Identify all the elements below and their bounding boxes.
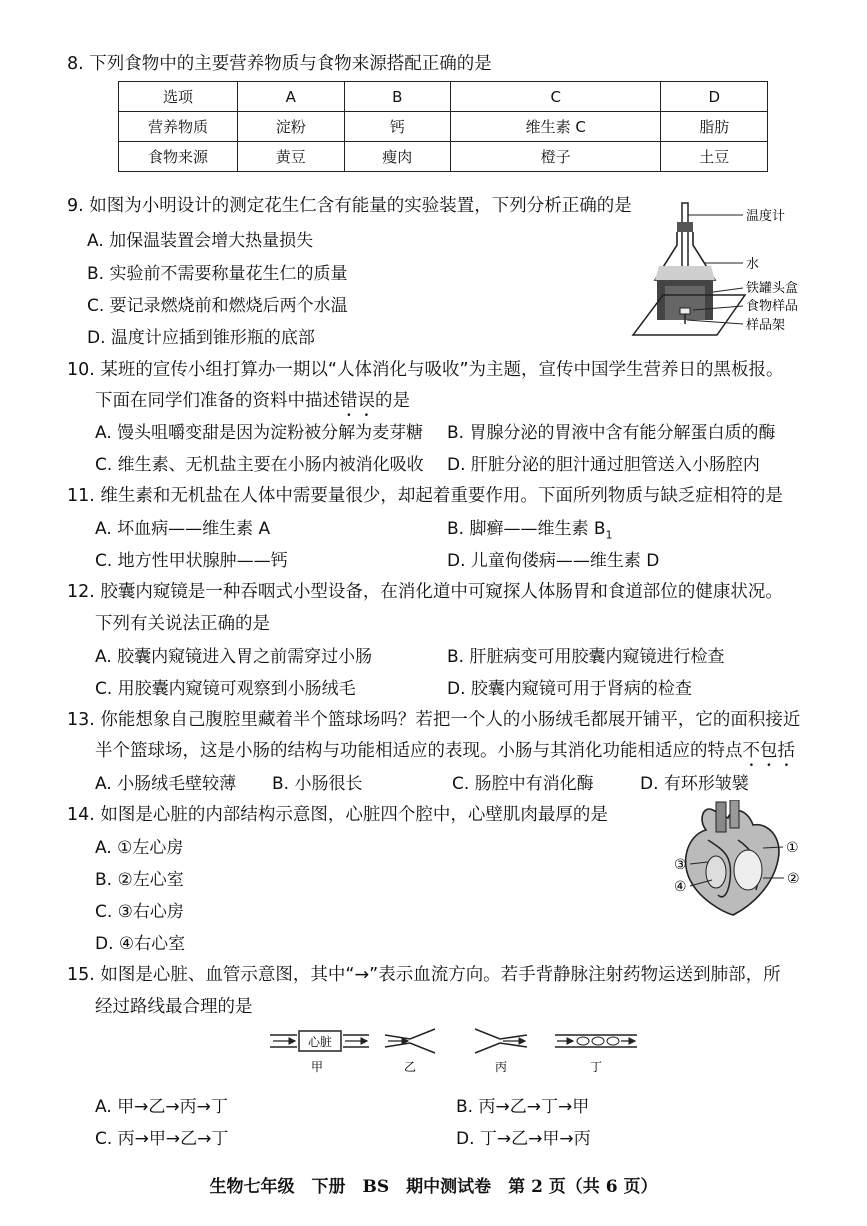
table-cell: B bbox=[344, 82, 451, 112]
table-cell: 食物来源 bbox=[119, 142, 238, 172]
heart-label-4: ④ bbox=[674, 879, 687, 895]
q13-option-d: D. 有环形皱襞 bbox=[640, 774, 749, 794]
nutrition-table bbox=[118, 81, 768, 172]
label-food-sample: 食物样品 bbox=[746, 299, 799, 314]
q12-stem-line2: 下列有关说法正确的是 bbox=[95, 614, 270, 634]
vessel-diagram bbox=[265, 1025, 645, 1077]
q15-option-c: C. 丙→甲→乙→丁 bbox=[95, 1129, 229, 1149]
q15-stem-line2: 经过路线最合理的是 bbox=[95, 997, 253, 1017]
q15-option-a: A. 甲→乙→丙→丁 bbox=[95, 1097, 228, 1117]
vessel-label-ding: 丁 bbox=[589, 1060, 603, 1074]
heart-label-3: ③ bbox=[674, 857, 687, 873]
heart-box-label: 心脏 bbox=[307, 1035, 333, 1049]
q15-option-b: B. 丙→乙→丁→甲 bbox=[456, 1097, 590, 1117]
q10-option-d: D. 肝脏分泌的胆汁通过胆管送入小肠腔内 bbox=[447, 455, 760, 475]
q13-stem-line2: 半个篮球场，这是小肠的结构与功能相适应的表现。小肠与其消化功能相适应的特点不包括 bbox=[95, 741, 795, 761]
emphasis-text: 不包括 bbox=[742, 741, 795, 761]
heart-label-1: ① bbox=[786, 840, 799, 856]
label-sample-stand: 样品架 bbox=[746, 318, 786, 333]
calorimeter-figure bbox=[625, 200, 805, 350]
q14-option-a: A. ①左心房 bbox=[95, 838, 184, 858]
table-cell: 黄豆 bbox=[238, 142, 345, 172]
q15-option-d: D. 丁→乙→甲→丙 bbox=[456, 1129, 591, 1149]
table-cell: 土豆 bbox=[661, 142, 768, 172]
table-cell: 维生素 C bbox=[451, 112, 661, 142]
label-water: 水 bbox=[746, 257, 760, 272]
table-cell: 脂肪 bbox=[661, 112, 768, 142]
table-cell: 淀粉 bbox=[238, 112, 345, 142]
table-cell: 选项 bbox=[119, 82, 238, 112]
q9-option-b: B. 实验前不需要称量花生仁的质量 bbox=[87, 264, 348, 284]
label-can: 铁罐头盒 bbox=[746, 281, 799, 296]
page-footer: 生物七年级 下册 BS 期中测试卷 第 2 页（共 6 页） bbox=[209, 1177, 658, 1197]
q13-option-b: B. 小肠很长 bbox=[272, 774, 363, 794]
vessel-label-yi: 乙 bbox=[403, 1060, 417, 1074]
table-row bbox=[119, 142, 768, 172]
table-cell: 瘦肉 bbox=[344, 142, 451, 172]
q12-stem-line1: 12. 胶囊内窥镜是一种吞咽式小型设备，在消化道中可窥探人体肠胃和食道部位的健康状况。 bbox=[67, 582, 783, 602]
q12-option-a: A. 胶囊内窥镜进入胃之前需穿过小肠 bbox=[95, 647, 373, 667]
table-cell: 橙子 bbox=[451, 142, 661, 172]
q9-option-d: D. 温度计应插到锥形瓶的底部 bbox=[87, 328, 315, 348]
q12-option-b: B. 肝脏病变可用胶囊内窥镜进行检查 bbox=[447, 647, 725, 667]
q14-stem: 14. 如图是心脏的内部结构示意图，心脏四个腔中，心壁肌肉最厚的是 bbox=[67, 805, 608, 825]
q15-stem-line1: 15. 如图是心脏、血管示意图，其中“→”表示血流方向。若手背静脉注射药物运送到肺部，所 bbox=[67, 965, 781, 985]
q10-stem-line2: 下面在同学们准备的资料中描述错误的是 bbox=[95, 391, 410, 411]
heart-label-2: ② bbox=[787, 871, 800, 887]
q11-option-c: C. 地方性甲状腺肿——钙 bbox=[95, 551, 288, 571]
table-cell: C bbox=[451, 82, 661, 112]
q11-option-a: A. 坏血病——维生素 A bbox=[95, 519, 271, 539]
q10-option-c: C. 维生素、无机盐主要在小肠内被消化吸收 bbox=[95, 455, 424, 475]
q10-option-a: A. 馒头咀嚼变甜是因为淀粉被分解为麦芽糖 bbox=[95, 423, 424, 443]
q12-option-d: D. 胶囊内窥镜可用于肾病的检查 bbox=[447, 679, 692, 699]
table-cell: 钙 bbox=[344, 112, 451, 142]
vessel-label-jia: 甲 bbox=[310, 1060, 324, 1074]
q13-option-a: A. 小肠绒毛壁较薄 bbox=[95, 774, 237, 794]
q9-option-a: A. 加保温装置会增大热量损失 bbox=[87, 231, 314, 251]
q11-option-b: B. 脚癣——维生素 $B_1$ bbox=[447, 519, 613, 542]
q14-option-b: B. ②左心室 bbox=[95, 870, 184, 890]
q12-option-c: C. 用胶囊内窥镜可观察到小肠绒毛 bbox=[95, 679, 356, 699]
q11-stem: 11. 维生素和无机盐在人体中需要量很少，却起着重要作用。下面所列物质与缺乏症相符的是 bbox=[67, 486, 783, 506]
q10-stem-line1: 10. 某班的宣传小组打算办一期以“人体消化与吸收”为主题，宣传中国学生营养日的黑板报。 bbox=[67, 360, 784, 380]
q13-option-c: C. 肠腔中有消化酶 bbox=[452, 774, 594, 794]
table-cell: A bbox=[238, 82, 345, 112]
q9-stem: 9. 如图为小明设计的测定花生仁含有能量的实验装置，下列分析正确的是 bbox=[67, 196, 632, 216]
emphasis-text: 错误 bbox=[340, 391, 375, 411]
q8-stem: 8. 下列食物中的主要营养物质与食物来源搭配正确的是 bbox=[67, 54, 492, 74]
q9-option-c: C. 要记录燃烧前和燃烧后两个水温 bbox=[87, 296, 348, 316]
vessel-label-bing: 丙 bbox=[494, 1060, 508, 1074]
table-cell: 营养物质 bbox=[119, 112, 238, 142]
q14-option-c: C. ③右心房 bbox=[95, 902, 184, 922]
q11-option-d: D. 儿童佝偻病——维生素 D bbox=[447, 551, 660, 571]
heart-diagram bbox=[668, 800, 818, 920]
table-row bbox=[119, 82, 768, 112]
label-thermometer: 温度计 bbox=[746, 209, 786, 224]
table-row bbox=[119, 112, 768, 142]
q10-option-b: B. 胃腺分泌的胃液中含有能分解蛋白质的酶 bbox=[447, 423, 776, 443]
table-cell: D bbox=[661, 82, 768, 112]
q14-option-d: D. ④右心室 bbox=[95, 934, 186, 954]
q13-stem-line1: 13. 你能想象自己腹腔里藏着半个篮球场吗？若把一个人的小肠绒毛都展开铺平，它的面积接近 bbox=[67, 710, 801, 730]
